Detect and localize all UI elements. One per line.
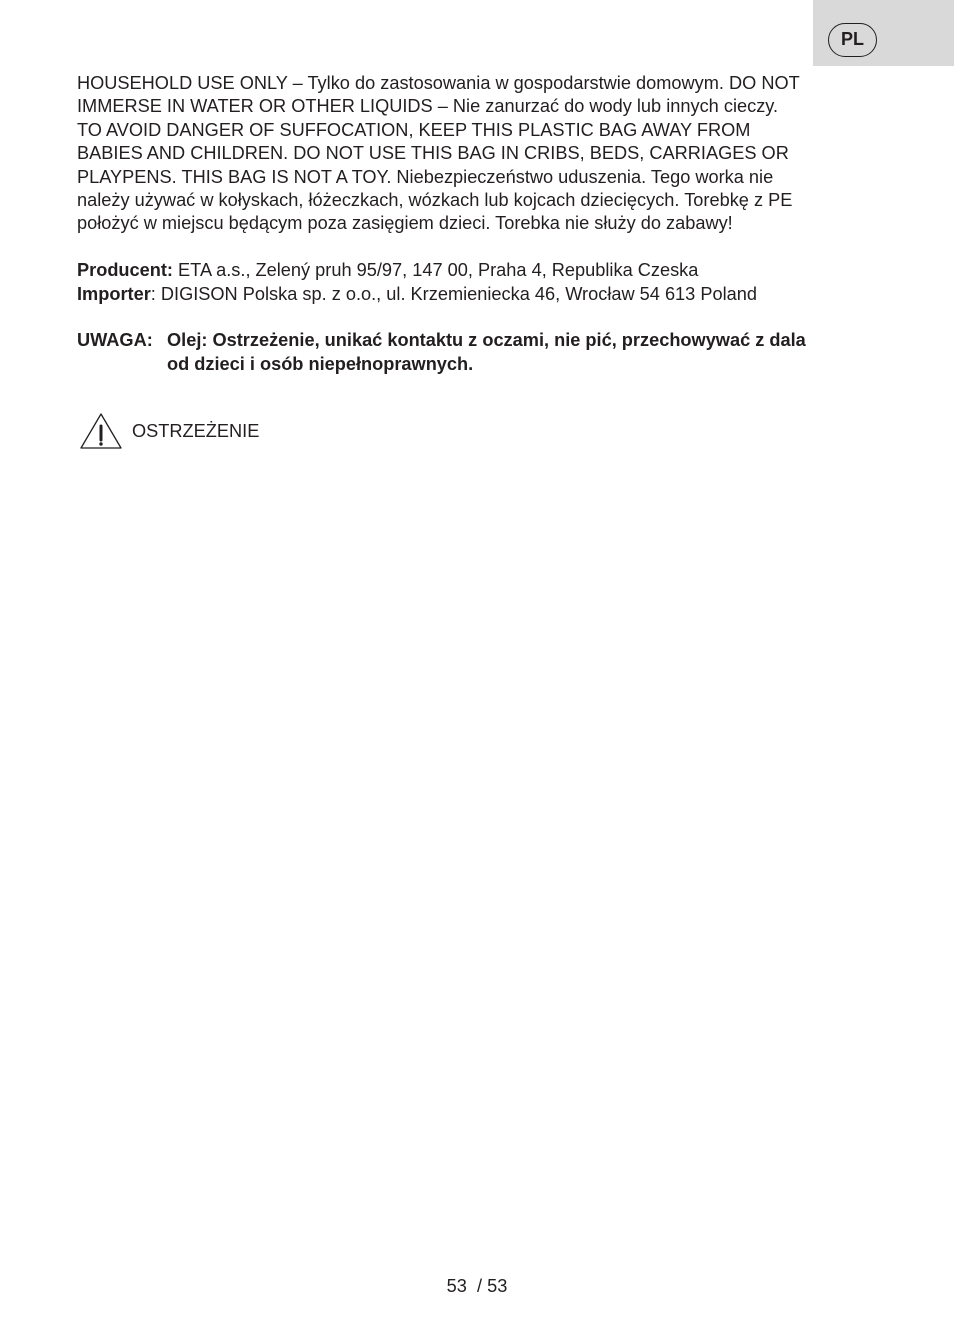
- producer-line: [77, 259, 887, 282]
- caution-text: Olej: Ostrzeżenie, unikać kontaktu z oczami, nie pić, przechowywać z dala od dzieci i osób niepełnoprawnych.: [167, 330, 806, 374]
- importer-value: : DIGISON Polska sp. z o.o., ul. Krzemieniecka 46, Wrocław 54 613 Poland: [150, 283, 757, 304]
- warning-label: OSTRZEŻENIE: [132, 420, 260, 441]
- warning-triangle-icon: [79, 412, 123, 450]
- importer-label: Importer: [77, 283, 151, 304]
- page-number: 53 / 53: [446, 1276, 508, 1296]
- producer-label: Producent:: [77, 260, 173, 281]
- safety-paragraph: HOUSEHOLD USE ONLY – Tylko do zastosowania w gospodarstwie domowym. DO NOT IMMERSE IN WATER OR OTHER LIQUIDS – Nie zanurzać do wody lub innych cieczy. TO AVOID DANGER OF SUFFOCATION, KEEP THIS PLASTIC BAG AWAY FROM BABIES AND CHILDREN. DO NOT USE THIS BAG IN CRIBS, BEDS, CARRIAGES OR PLAYPENS. THIS BAG IS NOT A TOY. Niebezpieczeństwo uduszenia. Tego worka nie należy używać w kołyskach, łóżeczkach, wózkach lub kojcach dziecięcych. Torebkę z PE położyć w miejscu będącym poza zasięgiem dzieci. Torebka nie służy do zabawy!: [77, 73, 800, 234]
- warning-row: [79, 412, 259, 450]
- document-body: [77, 72, 887, 376]
- importer-line: [77, 283, 887, 306]
- caution-label: UWAGA:: [77, 330, 153, 351]
- language-tab: [813, 0, 954, 66]
- caution-note: [77, 329, 887, 376]
- producer-value: ETA a.s., Zelený pruh 95/97, 147 00, Praha 4, Republika Czeska: [173, 260, 699, 281]
- language-badge: PL: [828, 23, 877, 57]
